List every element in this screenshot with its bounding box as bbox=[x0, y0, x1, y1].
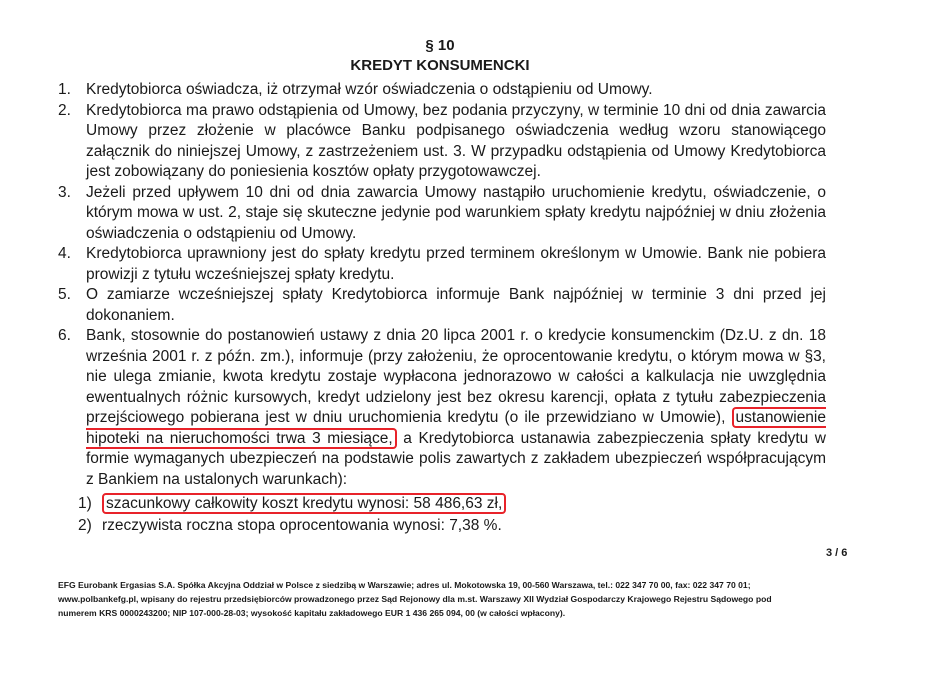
page-number: 3 / 6 bbox=[826, 547, 848, 559]
item-text: O zamiarze wcześniejszej spłaty Kredytobiorca informuje Bank najpóźniej w terminie 3 dni przed jej dokonaniem. bbox=[86, 286, 826, 324]
numbered-list bbox=[58, 80, 826, 490]
sub-item-number: 1) bbox=[78, 495, 92, 512]
footer-line: EFG Eurobank Ergasias S.A. Spółka Akcyjna Oddział w Polsce z siedzibą w Warszawie; adres ul. Mokotowska 19, 00-560 Warszawa, tel.: 022 347 70 00, fax: 022 347 70 01; bbox=[58, 580, 751, 590]
footer-line: numerem KRS 0000243200; NIP 107-000-28-03; wysokość kapitału zakładowego EUR 1 436 265 094, 00 (w całości wpłacony). bbox=[58, 608, 566, 618]
item-text: Kredytobiorca oświadcza, iż otrzymał wzór oświadczenia o odstąpieniu od Umowy. bbox=[86, 81, 653, 98]
list-item bbox=[58, 101, 826, 183]
list-item bbox=[58, 183, 826, 245]
item-number: 1. bbox=[58, 81, 71, 98]
item-text bbox=[86, 326, 826, 490]
sub-item-text: rzeczywista roczna stopa oprocentowania wynosi: 7,38 %. bbox=[102, 517, 502, 534]
item6-text-before: Bank, stosownie do postanowień ustawy z dnia 20 lipca 2001 r. o kredycie konsumenckim (Dz.U. z dn. 18 września 2001 r. z późn. zm.), informuje (przy założeniu, że oprocentowanie kredytu, o którym mowa w §3, nie ulega zmianie, kwota kredytu zostaje wypłacona jednorazowo w całości a kalkulacja nie uwzględnia ewentualnych różnic kursowych, kredyt udzielony jest bez okresu karencji, opłata z tytułu zabezpieczenia przejściowego pobierana jest w dniu uruchomienia kredytu (o ile przewidziano w Umowie), bbox=[86, 327, 826, 426]
item-text: Jeżeli przed upływem 10 dni od dnia zawarcia Umowy nastąpiło uruchomienie kredytu, oświadczenie, o którym mowa w ust. 2, staje się skuteczne jedynie pod warunkiem spłaty kredytu najpóźniej w dniu złożenia oświadczenia o odstąpieniu od Umowy. bbox=[86, 183, 826, 242]
list-item bbox=[58, 285, 826, 326]
item-text: Kredytobiorca ma prawo odstąpienia od Umowy, bez podania przyczyny, w terminie 10 dni od dnia zawarcia Umowy przez złożenie w placówce Banku podpisanego oświadczenia według wzoru stanowiącego załącznik do niniejszej Umowy, z zastrzeżeniem ust. 3. W przypadku odstąpienia od Umowy Kredytobiorca jest zobowiązany do poniesienia kosztów opłaty przygotowawczej. bbox=[86, 101, 826, 180]
item-number: 3. bbox=[58, 183, 71, 201]
sub-list-item bbox=[78, 493, 598, 515]
sub-item-number: 2) bbox=[78, 517, 92, 534]
section-number: § 10 bbox=[425, 37, 455, 54]
section-title: KREDYT KONSUMENCKI bbox=[350, 57, 530, 74]
sub-list-item bbox=[78, 515, 598, 537]
item-number: 5. bbox=[58, 286, 71, 303]
footer bbox=[58, 578, 882, 620]
list-item bbox=[58, 80, 826, 101]
list-item bbox=[58, 326, 826, 490]
item-number: 2. bbox=[58, 101, 71, 119]
footer-line: www.polbankefg.pl, wpisany do rejestru przedsiębiorców prowadzonego przez Sąd Rejonowy dla m.st. Warszawy XII Wydział Gospodarczy Krajowego Rejestru Sądowego pod bbox=[58, 594, 772, 604]
highlighted-phrase: ustanowienie hipoteki na nieruchomości trwa 3 miesiące, bbox=[86, 409, 826, 447]
item-number: 4. bbox=[58, 245, 71, 262]
item6-text-after: a Kredytobiorca ustanawia zabezpieczenia spłaty kredytu w formie wymaganych ubezpieczeń na podstawie polis zawartych z zakładem ubezpieczeń współpracującym z Bankiem na ustalonych warunkach): bbox=[86, 429, 826, 488]
item-number: 6. bbox=[58, 327, 71, 344]
highlighted-cost: szacunkowy całkowity koszt kredytu wynosi: 58 486,63 zł, bbox=[102, 493, 506, 514]
sub-list bbox=[78, 493, 598, 537]
item-text: Kredytobiorca uprawniony jest do spłaty kredytu przed terminem określonym w Umowie. Bank nie pobiera prowizji z tytułu wcześniejszej spłaty kredytu. bbox=[86, 245, 826, 283]
list-item bbox=[58, 244, 826, 285]
